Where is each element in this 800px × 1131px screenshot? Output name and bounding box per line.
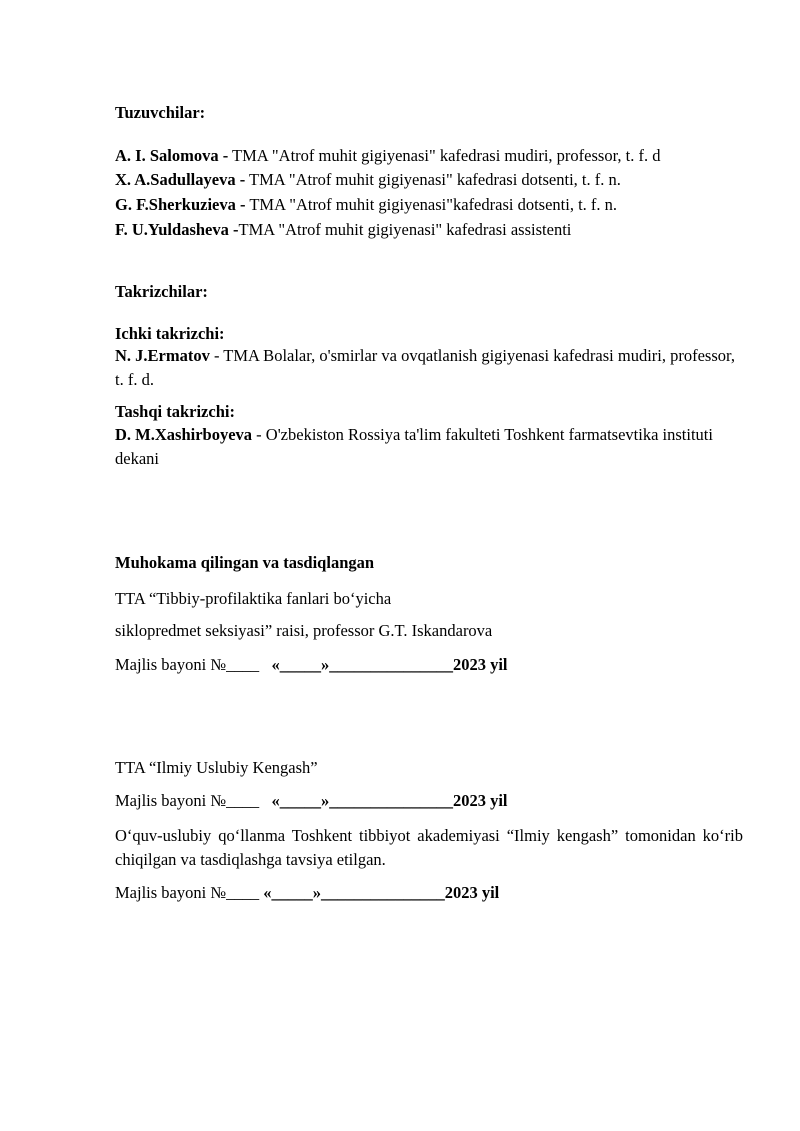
minutes-label: Majlis bayoni №____ xyxy=(115,791,260,810)
external-reviewer xyxy=(115,423,743,471)
author-name-prefix: X. A xyxy=(115,170,147,189)
council-line: TTA “Ilmiy Uslubiy Kengash” xyxy=(115,758,318,777)
minutes-label: Majlis bayoni №____ xyxy=(115,655,260,674)
approval-line-1: TTA “Tibbiy-profilaktika fanlari bo‘yicha xyxy=(115,589,392,608)
minutes-label: Majlis bayoni №____ xyxy=(115,883,260,902)
author-name: .Sadullayeva - xyxy=(146,170,246,189)
approval-heading: Muhokama qilingan va tasdiqlangan xyxy=(115,553,375,572)
author-name-prefix: G. F xyxy=(115,195,145,214)
approval-line-2: siklopredmet seksiyasi” raisi, professor G.T. Iskandarova xyxy=(115,621,493,640)
author-role: TMA "Atrof muhit gigiyenasi"kafedrasi dotsenti, t. f. n. xyxy=(245,195,618,214)
internal-reviewer-label: Ichki takrizchi: xyxy=(115,324,225,343)
author-line-2 xyxy=(115,168,621,192)
external-reviewer-name: D. M.Xashirboyeva xyxy=(115,425,253,444)
external-reviewer-role: - O'zbekiston Rossiya ta'lim fakulteti Toshkent farmatsevtika instituti dekani xyxy=(115,425,713,468)
minutes-line-1 xyxy=(115,653,508,677)
author-name: .Sherkuzieva - xyxy=(144,195,246,214)
author-role: TMA "Atrof muhit gigiyenasi" kafedrasi dotsenti, t. f. n. xyxy=(245,170,621,189)
author-name: A. I. Salomova - xyxy=(115,146,229,165)
minutes-line-3 xyxy=(115,881,499,905)
internal-reviewer-name: N. J.Ermatov xyxy=(115,346,210,365)
internal-reviewer xyxy=(115,344,743,392)
minutes-date: «_____»_______________2023 yil xyxy=(271,791,508,810)
minutes-date: «_____»_______________2023 yil xyxy=(271,655,508,674)
author-name: F. U.Yuldasheva - xyxy=(115,220,239,239)
author-role: TMA "Atrof muhit gigiyenasi" kafedrasi assistenti xyxy=(238,220,572,239)
author-line-3 xyxy=(115,193,617,217)
recommendation-text: O‘quv-uslubiy qo‘llanma Toshkent tibbiyot akademiyasi “Ilmiy kengash” tomonidan ko‘rib chiqilgan va tasdiqlashga tavsiya etilgan. xyxy=(115,826,743,869)
authors-heading: Tuzuvchilar: xyxy=(115,103,206,122)
external-reviewer-label: Tashqi takrizchi: xyxy=(115,402,235,421)
minutes-line-2 xyxy=(115,789,508,813)
internal-reviewer-role: - TMA Bolalar, o'smirlar va ovqatlanish gigiyenasi kafedrasi mudiri, professor, t. f. d. xyxy=(115,346,735,389)
reviewers-heading: Takrizchilar: xyxy=(115,282,208,301)
minutes-date: «_____»_______________2023 yil xyxy=(263,883,500,902)
author-line-1 xyxy=(115,144,661,168)
author-line-4 xyxy=(115,218,571,242)
author-role: TMA "Atrof muhit gigiyenasi" kafedrasi mudiri, professor, t. f. d xyxy=(228,146,661,165)
